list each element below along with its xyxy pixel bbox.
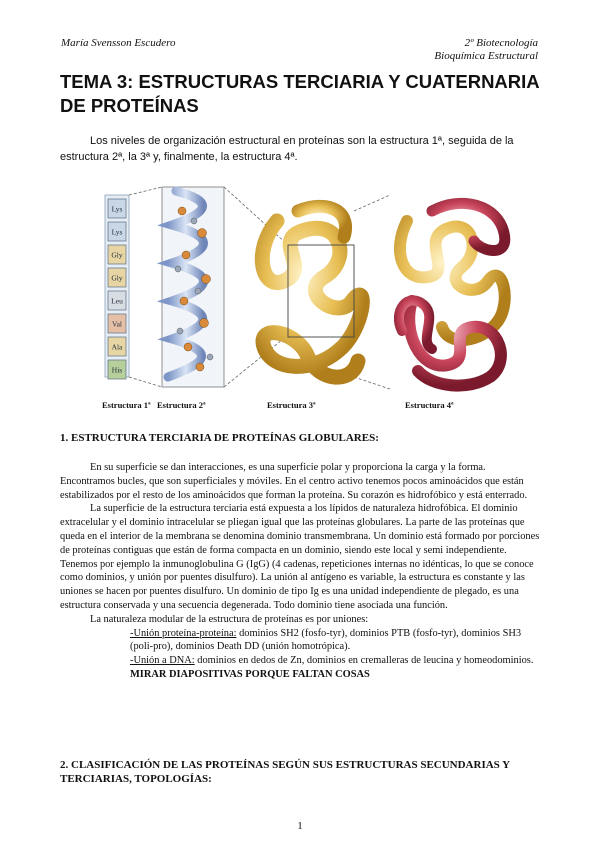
secondary-structure-helix xyxy=(162,187,224,387)
figure-label-tertiary: Estructura 3ª xyxy=(267,400,316,410)
section-1-paragraph-3: La naturaleza modular de la estructura de proteínas es por uniones: xyxy=(90,613,369,625)
header-course: 2º Biotecnología xyxy=(464,37,538,49)
section-1-body xyxy=(60,461,542,682)
dna-text: dominios en dedos de Zn, dominios en cremalleras de leucina y homeodominios. xyxy=(194,655,534,667)
header-subject: Bioquímica Estructural xyxy=(434,50,538,62)
protein-structure-figure xyxy=(102,181,544,413)
section-1-heading: 1. ESTRUCTURA TERCIARIA DE PROTEÍNAS GLOBULARES: xyxy=(60,432,379,444)
figure-label-quaternary: Estructura 4ª xyxy=(405,400,454,410)
quaternary-structure-assembly xyxy=(399,203,505,385)
residue-label: Val xyxy=(112,319,122,329)
dna-label: -Unión a DNA: xyxy=(130,655,195,667)
figure-label-secondary: Estructura 2ª xyxy=(157,400,206,410)
residue-label: His xyxy=(111,365,123,375)
header-author: María Svensson Escudero xyxy=(61,37,176,49)
residue-label: Ala xyxy=(111,342,123,352)
section-1-paragraph-2: La superficie de la estructura terciaria está expuesta a los lípidos de naturaleza hidrofóbica. El dominio extracelular y el dominio intracelular se pliegan igual que las proteínas globulares. La parte de las proteínas que queda en el interior de la membrana se denomina dominio transmembrana. Un dominio está formado por porciones de proteínas contiguas que están de forma compacta en un dominio, siendo este local y semi independiente. Tenemos por ejemplo la inmunoglobulina G (IgG) (4 cadenas, repeticiones internas no idénticas, lo que se conoce como dominios, y unión por puentes disulfuro). La unión al antígeno es variable, la estructura es constante y las uniones se hacen por puentes disulfuro. Un dominio de tipo Ig es una unidad independiente de plegado, es una estructura conservada y una secuencia degenerada. Todo dominio tiene asociada una función. xyxy=(60,503,540,611)
dna-note-bold: MIRAR DIAPOSITIVAS PORQUE FALTAN COSAS xyxy=(130,668,370,680)
residue-label: Lys xyxy=(111,227,123,237)
page-number: 1 xyxy=(297,820,303,832)
section-1-paragraph-1: En su superficie se dan interacciones, es una superficie polar y proporciona la carga y la forma. Encontramos bucles, que son superficiales y móviles. En el centro activo tenemos pocos aminoácidos que están estabilizados por el resto de los aminoácidos que forman la proteína. Su corazón es hidrofóbico y está enterrado. xyxy=(60,462,528,501)
header-course-block xyxy=(434,37,538,63)
protein-protein-text: dominios SH2 (fosfo-tyr), dominios PTB (fosfo-tyr), dominios SH3 (poli-pro), dominios Death DD (unión homotrópica). xyxy=(130,627,522,653)
section-1-list-item-dna xyxy=(60,654,542,682)
primary-structure-chain xyxy=(105,195,129,379)
protein-structure-illustration xyxy=(102,181,544,397)
section-1-list-item-protein xyxy=(60,627,542,655)
residue-label: Lys xyxy=(111,204,123,214)
residue-label: Gly xyxy=(111,250,123,260)
section-2-heading: 2. CLASIFICACIÓN DE LAS PROTEÍNAS SEGÚN SUS ESTRUCTURAS SECUNDARIAS Y TERCIARIAS, TOPOLOGÍAS: xyxy=(60,759,510,785)
residue-label: Gly xyxy=(111,273,123,283)
protein-protein-label: -Unión proteína-proteína: xyxy=(130,627,237,639)
figure-label-primary: Estructura 1ª xyxy=(102,400,151,410)
tertiary-structure-fold xyxy=(262,206,362,377)
page-title: TEMA 3: ESTRUCTURAS TERCIARIA Y CUATERNARIA DE PROTEÍNAS xyxy=(60,71,539,116)
residue-label: Leu xyxy=(111,296,123,306)
intro-paragraph: Los niveles de organización estructural en proteínas son la estructura 1ª, seguida de la estructura 2ª, la 3ª y, finalmente, la estructura 4ª. xyxy=(60,135,514,163)
